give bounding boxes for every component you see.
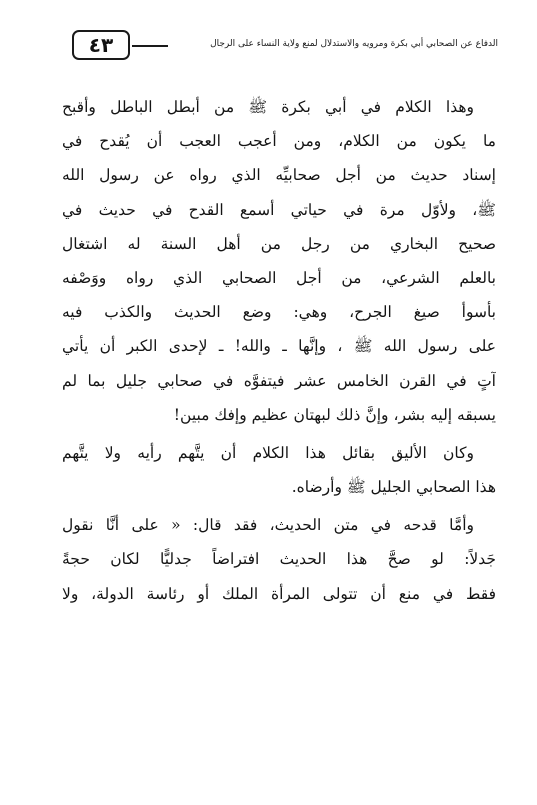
page-header	[60, 28, 498, 64]
text-line: وأمَّا قدحه في متن الحديث، فقد قال: « على أنَّا نقول	[62, 516, 474, 535]
text-line: وكان الأليق بقائل هذا الكلام أن يتَّهم رأيه ولا يتَّهم	[62, 443, 474, 462]
text-line: بأسوأ صيغ الجرح، وهي: وضع الحديث والكذب فيه	[62, 303, 496, 322]
running-title: الدفاع عن الصحابي أبي بكرة ومرويه والاستدلال لمنع ولاية النساء على الرجال	[210, 39, 498, 49]
text-line: يسبقه إليه بشر، وإنَّ ذلك لبهتان عظيم وإفك مبين!	[173, 405, 496, 424]
text-line: جَدلاً: لو صحَّ هذا الحديث افتراضاً جدليًّا لكان حجةً	[62, 550, 496, 569]
text-line: ما يكون من الكلام، ومن أعجب العجب أن يُقدح في	[62, 132, 496, 151]
text-line: فقط في منع أن تتولى المرأة الملك أو رئاسة الدولة، ولا	[62, 584, 496, 603]
page-number: ٤٣	[72, 30, 130, 60]
text-line: هذا الصحابي الجليل ﷺ وأرضاه.	[291, 478, 496, 497]
text-line: وهذا الكلام في أبي بكرة ﷺ من أبطل الباطل وأقبح	[62, 98, 474, 116]
text-line: صحيح البخاري من رجل من أهل السنة له اشتغال	[62, 234, 496, 253]
text-line: ﷺ، ولأوّل مرة في حياتي أسمع القدح في حديث في	[62, 200, 496, 219]
text-line: إسناد حديث من أجل صحابيِّه الذي رواه عن رسول الله	[62, 166, 496, 185]
header-rule	[132, 45, 168, 47]
body-text	[62, 90, 496, 611]
text-line: على رسول الله ﷺ ، وإنَّها ـ والله! ـ لإحدى الكبر أن يأتي	[62, 337, 496, 356]
text-line: بالعلم الشرعي، من أجل الصحابي الذي رواه ووَصْفه	[62, 268, 496, 287]
text-line: آتٍ في القرن الخامس عشر فيتفوَّه في صحابي جليل بما لم	[62, 371, 496, 390]
